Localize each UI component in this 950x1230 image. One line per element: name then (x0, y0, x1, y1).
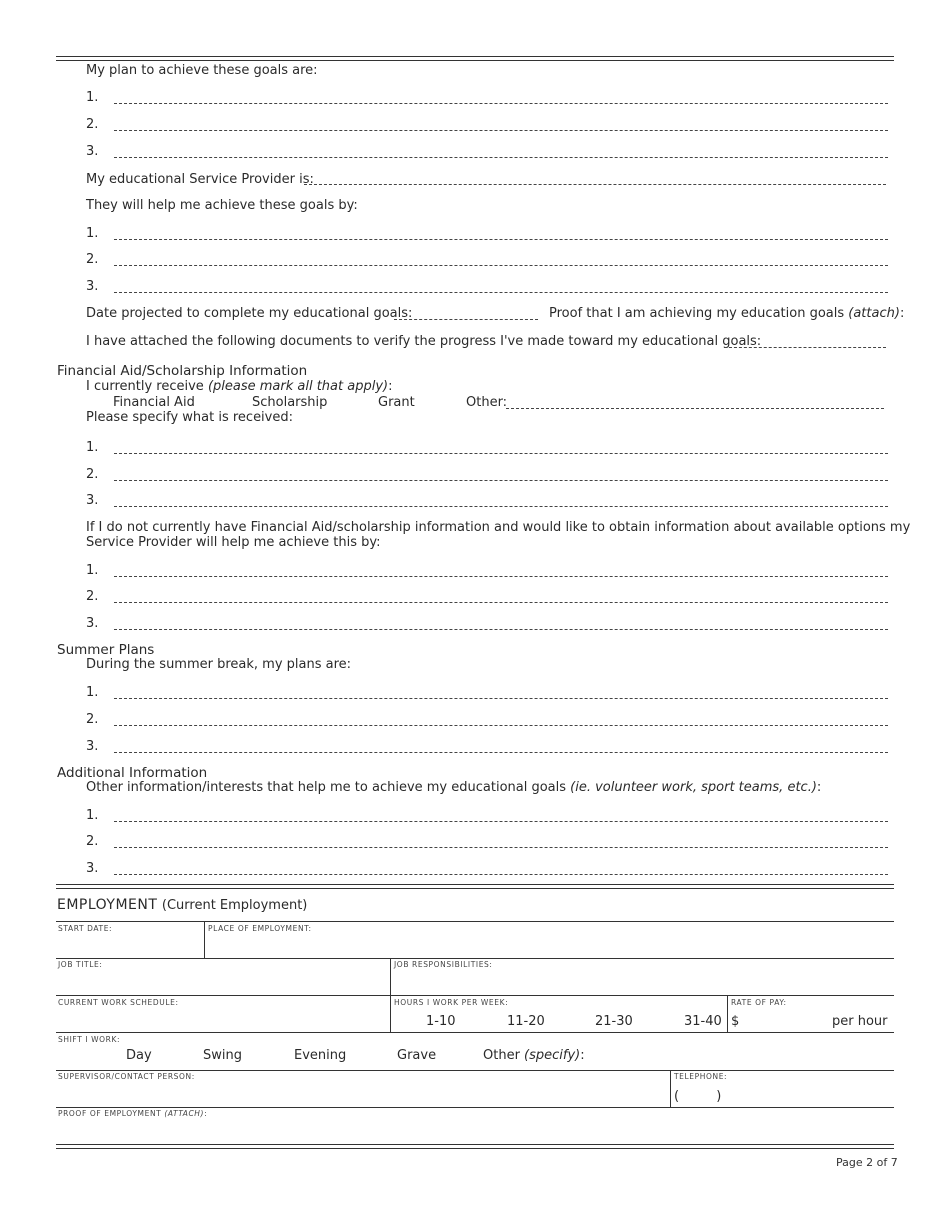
summer-label: During the summer break, my plans are: (86, 657, 352, 672)
additional-line-1[interactable] (114, 821, 888, 822)
option-other[interactable]: Other: (466, 395, 508, 410)
summer-heading: Summer Plans (57, 642, 155, 658)
summer-line-1[interactable] (114, 698, 888, 699)
option-other-line[interactable] (506, 408, 884, 409)
received-number-1: 1. (86, 440, 99, 455)
top-rule (56, 56, 894, 57)
hours-option-21-30[interactable]: 21-30 (595, 1014, 633, 1029)
attached-docs-label: I have attached the following documents to verify the progress I've made toward my educational goals: (86, 334, 762, 349)
date-projected-label: Date projected to complete my educational goals: (86, 306, 413, 321)
supervisor-label: SUPERVISOR/CONTACT PERSON: (58, 1072, 195, 1081)
received-line-3[interactable] (114, 506, 888, 507)
proof-goals-label: Proof that I am achieving my education goals (attach): (549, 306, 905, 321)
option-grant[interactable]: Grant (378, 395, 415, 410)
additional-line-3[interactable] (114, 874, 888, 875)
job-title-label: JOB TITLE: (58, 960, 103, 969)
hours-option-31-40[interactable]: 31-40 (684, 1014, 722, 1029)
rate-unit: per hour (832, 1014, 888, 1029)
rate-field[interactable] (745, 1012, 827, 1030)
help-number-2: 2. (86, 252, 99, 267)
attached-docs-line[interactable] (724, 347, 886, 348)
table-line-3 (56, 995, 894, 996)
top-rule-2 (56, 60, 894, 61)
options-number-1: 1. (86, 563, 99, 578)
received-number-2: 2. (86, 467, 99, 482)
additional-number-1: 1. (86, 808, 99, 823)
date-projected-line[interactable] (394, 319, 538, 320)
help-line-3[interactable] (114, 292, 888, 293)
summer-number-3: 3. (86, 739, 99, 754)
service-provider-help-label: They will help me achieve these goals by: (86, 198, 358, 213)
summer-line-2[interactable] (114, 725, 888, 726)
received-line-2[interactable] (114, 480, 888, 481)
table-line-6 (56, 1107, 894, 1108)
additional-number-3: 3. (86, 861, 99, 876)
help-line-1[interactable] (114, 239, 888, 240)
goal-line-2[interactable] (114, 130, 888, 131)
received-line-1[interactable] (114, 453, 888, 454)
job-title-field[interactable] (56, 968, 390, 994)
summer-number-1: 1. (86, 685, 99, 700)
help-number-1: 1. (86, 226, 99, 241)
table-line-5 (56, 1070, 894, 1071)
goals-plan-intro: My plan to achieve these goals are: (86, 63, 318, 78)
additional-label: Other information/interests that help me to achieve my educational goals (ie. volunteer work, sport teams, etc.): (86, 780, 822, 795)
goal-number-2: 2. (86, 117, 99, 132)
place-field[interactable] (205, 932, 894, 957)
rate-label: RATE OF PAY: (731, 998, 787, 1007)
col-divider-rate (727, 995, 728, 1032)
specify-label: Please specify what is received: (86, 410, 293, 425)
option-financial-aid[interactable]: Financial Aid (113, 395, 195, 410)
rate-currency: $ (731, 1014, 740, 1029)
hours-label: HOURS I WORK PER WEEK: (394, 998, 509, 1007)
table-line-1 (56, 921, 894, 922)
shift-option-other[interactable]: Other (specify): (483, 1048, 585, 1063)
job-resp-field[interactable] (391, 968, 894, 994)
shift-option-day[interactable]: Day (126, 1048, 152, 1063)
bottom-rule (56, 1144, 894, 1145)
proof-employment-label: PROOF OF EMPLOYMENT (ATTACH): (58, 1109, 208, 1118)
goal-number-1: 1. (86, 90, 99, 105)
service-provider-label: My educational Service Provider is: (86, 172, 314, 187)
proof-employment-field[interactable] (56, 1117, 894, 1141)
help-number-3: 3. (86, 279, 99, 294)
no-info-label-2: Service Provider will help me achieve this by: (86, 535, 381, 550)
shift-option-grave[interactable]: Grave (397, 1048, 437, 1063)
additional-line-2[interactable] (114, 847, 888, 848)
options-line-2[interactable] (114, 602, 888, 603)
option-scholarship[interactable]: Scholarship (252, 395, 328, 410)
summer-line-3[interactable] (114, 752, 888, 753)
employment-rule-2 (56, 888, 894, 889)
hours-option-11-20[interactable]: 11-20 (507, 1014, 545, 1029)
no-info-label-1: If I do not currently have Financial Aid/scholarship information and would like to obtain information about available options my (86, 520, 911, 535)
additional-number-2: 2. (86, 834, 99, 849)
telephone-label: TELEPHONE: (674, 1072, 728, 1081)
shift-option-evening[interactable]: Evening (294, 1048, 347, 1063)
options-number-2: 2. (86, 589, 99, 604)
employment-rule (56, 884, 894, 885)
goal-number-3: 3. (86, 144, 99, 159)
additional-heading: Additional Information (57, 765, 208, 781)
table-line-2 (56, 958, 894, 959)
place-label: PLACE OF EMPLOYMENT: (208, 924, 312, 933)
goal-line-1[interactable] (114, 103, 888, 104)
options-line-3[interactable] (114, 629, 888, 630)
table-line-4 (56, 1032, 894, 1033)
goal-line-3[interactable] (114, 157, 888, 158)
shift-label: SHIFT I WORK: (58, 1035, 121, 1044)
options-line-1[interactable] (114, 576, 888, 577)
receive-label: I currently receive (please mark all that apply): (86, 379, 393, 394)
hours-option-1-10[interactable]: 1-10 (426, 1014, 456, 1029)
options-number-3: 3. (86, 616, 99, 631)
supervisor-field[interactable] (56, 1080, 670, 1106)
employment-heading: EMPLOYMENT (Current Employment) (57, 897, 308, 913)
start-date-field[interactable] (56, 932, 204, 957)
job-resp-label: JOB RESPONSIBILITIES: (394, 960, 493, 969)
financial-aid-heading: Financial Aid/Scholarship Information (57, 363, 308, 379)
schedule-label: CURRENT WORK SCHEDULE: (58, 998, 179, 1007)
start-date-label: START DATE: (58, 924, 113, 933)
bottom-rule-2 (56, 1148, 894, 1149)
schedule-field[interactable] (56, 1006, 390, 1031)
shift-option-swing[interactable]: Swing (203, 1048, 242, 1063)
service-provider-line[interactable] (304, 184, 886, 185)
col-divider-phone (670, 1070, 671, 1107)
telephone-field[interactable]: ( ) (674, 1089, 722, 1104)
help-line-2[interactable] (114, 265, 888, 266)
summer-number-2: 2. (86, 712, 99, 727)
received-number-3: 3. (86, 493, 99, 508)
page-number: Page 2 of 7 (836, 1156, 898, 1169)
